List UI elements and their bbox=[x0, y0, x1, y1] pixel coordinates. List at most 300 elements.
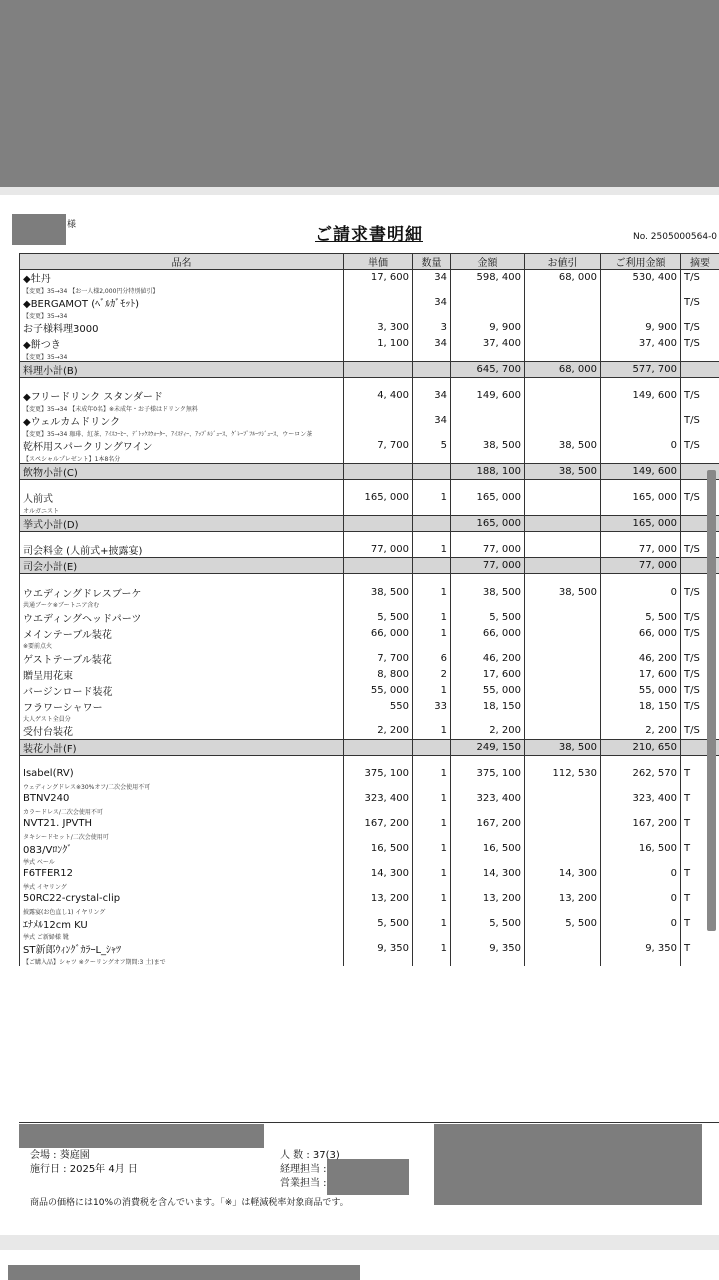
item-price: 5, 500 bbox=[344, 916, 413, 932]
item-note: T bbox=[681, 891, 719, 907]
document-number: No. 2505000564-0 bbox=[633, 232, 718, 242]
table-row bbox=[20, 609, 719, 625]
empty-cell bbox=[344, 404, 413, 413]
item-price: 77, 000 bbox=[344, 542, 413, 558]
empty-cell bbox=[451, 907, 525, 916]
subtotal-row bbox=[20, 739, 719, 755]
empty-cell bbox=[601, 429, 681, 438]
tax-note: 商品の価格には10%の消費税を含んでいます。「※」は軽減税率対象商品です。 bbox=[30, 1198, 349, 1208]
item-detail-row bbox=[20, 286, 719, 295]
item-name: バージンロード装花 bbox=[20, 682, 344, 698]
table-row bbox=[20, 336, 719, 352]
table-row bbox=[20, 490, 719, 506]
item-amount: 38, 500 bbox=[451, 584, 525, 600]
item-detail: 共通ブーケ※ブートニア含む bbox=[20, 600, 344, 609]
item-name: 人前式 bbox=[20, 490, 344, 506]
item-price: 55, 000 bbox=[344, 682, 413, 698]
item-price: 13, 200 bbox=[344, 891, 413, 907]
table-row bbox=[20, 320, 719, 336]
item-amount: 17, 600 bbox=[451, 666, 525, 682]
empty-cell bbox=[601, 377, 681, 388]
empty-cell bbox=[344, 531, 413, 542]
empty-cell bbox=[525, 807, 601, 816]
item-detail: 挙式 ご新婦様 靴 bbox=[20, 932, 344, 941]
empty-cell bbox=[413, 714, 451, 723]
item-qty: 1 bbox=[413, 542, 451, 558]
col-note: 摘要 bbox=[681, 254, 719, 270]
item-note: T bbox=[681, 791, 719, 807]
subtotal-discount: 38, 500 bbox=[525, 739, 601, 755]
item-name: ◆牡丹 bbox=[20, 270, 344, 286]
item-detail: 【ご購入品】シャツ ※クーリングオフ期間:3 土)まで bbox=[20, 957, 344, 966]
spacer-row bbox=[20, 755, 719, 766]
empty-cell bbox=[451, 429, 525, 438]
item-note: T/S bbox=[681, 270, 719, 286]
subtotal-row bbox=[20, 515, 719, 531]
item-total: 530, 400 bbox=[601, 270, 681, 286]
empty-cell bbox=[681, 361, 719, 377]
empty-cell bbox=[344, 641, 413, 650]
item-price: 66, 000 bbox=[344, 625, 413, 641]
item-name: ◆餅つき bbox=[20, 336, 344, 352]
table-row bbox=[20, 916, 719, 932]
item-detail: ウェディングドレス※30%オフ/二次会使用不可 bbox=[20, 782, 344, 791]
item-name: 50RC22-crystal-clip bbox=[20, 891, 344, 907]
subtotal-total: 210, 650 bbox=[601, 739, 681, 755]
item-total: 262, 570 bbox=[601, 766, 681, 782]
empty-cell bbox=[413, 286, 451, 295]
item-price: 3, 300 bbox=[344, 320, 413, 336]
item-discount bbox=[525, 841, 601, 857]
item-note: T/S bbox=[681, 320, 719, 336]
item-amount: 9, 900 bbox=[451, 320, 525, 336]
empty-cell bbox=[601, 807, 681, 816]
item-price: 1, 100 bbox=[344, 336, 413, 352]
item-discount: 38, 500 bbox=[525, 438, 601, 454]
item-qty: 1 bbox=[413, 609, 451, 625]
empty-cell bbox=[344, 515, 413, 531]
item-discount bbox=[525, 320, 601, 336]
empty-cell bbox=[525, 506, 601, 516]
empty-cell bbox=[525, 286, 601, 295]
item-detail-row bbox=[20, 782, 719, 791]
table-row bbox=[20, 698, 719, 714]
empty-cell bbox=[525, 714, 601, 723]
item-note: T bbox=[681, 941, 719, 957]
subtotal-row bbox=[20, 361, 719, 377]
subtotal-discount: 68, 000 bbox=[525, 361, 601, 377]
subtotal-discount bbox=[525, 515, 601, 531]
empty-cell bbox=[344, 807, 413, 816]
empty-cell bbox=[344, 506, 413, 516]
event-date: 施行日 : 2025年 4月 日 bbox=[30, 1164, 138, 1175]
item-note: T/S bbox=[681, 438, 719, 454]
empty-cell bbox=[413, 311, 451, 320]
item-detail: 挙式 ベール bbox=[20, 857, 344, 866]
table-row bbox=[20, 584, 719, 600]
item-name: 受付台装花 bbox=[20, 723, 344, 739]
item-total: 77, 000 bbox=[601, 542, 681, 558]
item-discount bbox=[525, 941, 601, 957]
item-note: T/S bbox=[681, 388, 719, 404]
item-discount: 14, 300 bbox=[525, 866, 601, 882]
item-detail: オルガニスト bbox=[20, 506, 344, 516]
item-note: T bbox=[681, 866, 719, 882]
empty-cell bbox=[344, 454, 413, 464]
item-qty: 1 bbox=[413, 584, 451, 600]
item-qty: 1 bbox=[413, 841, 451, 857]
empty-cell bbox=[451, 454, 525, 464]
item-discount bbox=[525, 650, 601, 666]
item-price: 550 bbox=[344, 698, 413, 714]
item-price: 375, 100 bbox=[344, 766, 413, 782]
table-row bbox=[20, 766, 719, 782]
item-detail-row bbox=[20, 807, 719, 816]
empty-cell bbox=[344, 932, 413, 941]
table-row bbox=[20, 816, 719, 832]
top-gray-area bbox=[0, 0, 719, 187]
item-price: 165, 000 bbox=[344, 490, 413, 506]
item-note: T/S bbox=[681, 490, 719, 506]
empty-cell bbox=[451, 807, 525, 816]
empty-cell bbox=[451, 782, 525, 791]
item-total: 167, 200 bbox=[601, 816, 681, 832]
item-note: T/S bbox=[681, 295, 719, 311]
table-row bbox=[20, 841, 719, 857]
empty-cell bbox=[681, 932, 719, 941]
empty-cell bbox=[525, 755, 601, 766]
empty-cell bbox=[451, 506, 525, 516]
item-total: 165, 000 bbox=[601, 490, 681, 506]
item-total: 323, 400 bbox=[601, 791, 681, 807]
item-price: 8, 800 bbox=[344, 666, 413, 682]
subtotal-amount: 645, 700 bbox=[451, 361, 525, 377]
empty-cell bbox=[344, 755, 413, 766]
item-price: 323, 400 bbox=[344, 791, 413, 807]
empty-cell bbox=[681, 429, 719, 438]
item-total: 18, 150 bbox=[601, 698, 681, 714]
table-row bbox=[20, 666, 719, 682]
empty-cell bbox=[344, 832, 413, 841]
empty-cell bbox=[525, 882, 601, 891]
empty-cell bbox=[601, 782, 681, 791]
item-discount bbox=[525, 682, 601, 698]
item-qty: 34 bbox=[413, 270, 451, 286]
col-amount: 金額 bbox=[451, 254, 525, 270]
item-qty: 34 bbox=[413, 413, 451, 429]
item-note: T/S bbox=[681, 698, 719, 714]
col-item: 品名 bbox=[20, 254, 344, 270]
empty-cell bbox=[344, 714, 413, 723]
table-row bbox=[20, 270, 719, 286]
item-name: ◆BERGAMOT (ﾍﾞﾙｶﾞﾓｯﾄ) bbox=[20, 295, 344, 311]
item-detail-row bbox=[20, 832, 719, 841]
empty-cell bbox=[413, 641, 451, 650]
spacer-row bbox=[20, 377, 719, 388]
item-amount: 16, 500 bbox=[451, 841, 525, 857]
empty-cell bbox=[525, 531, 601, 542]
item-total: 0 bbox=[601, 438, 681, 454]
empty-cell bbox=[601, 600, 681, 609]
empty-cell bbox=[413, 807, 451, 816]
item-qty: 5 bbox=[413, 438, 451, 454]
item-amount: 38, 500 bbox=[451, 438, 525, 454]
empty-cell bbox=[525, 932, 601, 941]
empty-cell bbox=[413, 957, 451, 966]
empty-cell bbox=[413, 454, 451, 464]
empty-cell bbox=[601, 907, 681, 916]
item-total: 0 bbox=[601, 916, 681, 932]
item-name: 083/Vﾛﾝｸﾞ bbox=[20, 841, 344, 857]
item-name: ◆ウェルカムドリンク bbox=[20, 413, 344, 429]
item-qty: 6 bbox=[413, 650, 451, 666]
item-detail: 【変更】35→34 bbox=[20, 352, 344, 362]
item-name: フラワーシャワー bbox=[20, 698, 344, 714]
item-total: 9, 350 bbox=[601, 941, 681, 957]
item-detail: カラードレス/二次会使用不可 bbox=[20, 807, 344, 816]
empty-cell bbox=[413, 600, 451, 609]
item-amount: 375, 100 bbox=[451, 766, 525, 782]
empty-cell bbox=[344, 574, 413, 585]
table-row bbox=[20, 723, 719, 739]
item-detail-row bbox=[20, 600, 719, 609]
redacted-venue-info bbox=[434, 1124, 702, 1205]
empty-cell bbox=[451, 755, 525, 766]
col-qty: 数量 bbox=[413, 254, 451, 270]
item-amount: 165, 000 bbox=[451, 490, 525, 506]
subtotal-amount: 249, 150 bbox=[451, 739, 525, 755]
item-discount: 112, 530 bbox=[525, 766, 601, 782]
empty-cell bbox=[413, 515, 451, 531]
empty-cell bbox=[451, 832, 525, 841]
table-row bbox=[20, 542, 719, 558]
subtotal-label: 飲物小計(C) bbox=[20, 463, 344, 479]
subtotal-label: 挙式小計(D) bbox=[20, 515, 344, 531]
empty-cell bbox=[525, 641, 601, 650]
empty-cell bbox=[451, 641, 525, 650]
item-discount: 5, 500 bbox=[525, 916, 601, 932]
item-total: 0 bbox=[601, 584, 681, 600]
item-note: T/S bbox=[681, 625, 719, 641]
item-amount: 323, 400 bbox=[451, 791, 525, 807]
subtotal-label: 司会小計(E) bbox=[20, 558, 344, 574]
item-discount bbox=[525, 336, 601, 352]
item-price: 14, 300 bbox=[344, 866, 413, 882]
subtotal-amount: 77, 000 bbox=[451, 558, 525, 574]
item-total: 37, 400 bbox=[601, 336, 681, 352]
item-total: 17, 600 bbox=[601, 666, 681, 682]
item-name: 乾杯用スパークリングワイン bbox=[20, 438, 344, 454]
item-note: T/S bbox=[681, 650, 719, 666]
item-detail: 【スペシャルプレゼント】1本8名分 bbox=[20, 454, 344, 464]
item-note: T bbox=[681, 816, 719, 832]
item-name: ウエディングドレスブーケ bbox=[20, 584, 344, 600]
empty-cell bbox=[413, 882, 451, 891]
item-detail-row bbox=[20, 311, 719, 320]
empty-cell bbox=[344, 377, 413, 388]
scrollbar[interactable] bbox=[707, 470, 716, 931]
empty-cell bbox=[344, 429, 413, 438]
subtotal-total: 77, 000 bbox=[601, 558, 681, 574]
item-total: 5, 500 bbox=[601, 609, 681, 625]
empty-cell bbox=[525, 857, 601, 866]
item-detail-row bbox=[20, 429, 719, 438]
item-detail-row bbox=[20, 907, 719, 916]
item-total: 2, 200 bbox=[601, 723, 681, 739]
spacer-row bbox=[20, 479, 719, 490]
item-detail-row bbox=[20, 957, 719, 966]
table-row bbox=[20, 650, 719, 666]
item-price bbox=[344, 295, 413, 311]
empty-cell bbox=[451, 377, 525, 388]
item-qty: 33 bbox=[413, 698, 451, 714]
empty-cell bbox=[344, 479, 413, 490]
empty-cell bbox=[344, 782, 413, 791]
empty-cell bbox=[681, 311, 719, 320]
table-row bbox=[20, 625, 719, 641]
sales-label: 営業担当 : bbox=[280, 1178, 327, 1189]
item-name: ゲストテーブル装花 bbox=[20, 650, 344, 666]
item-total: 0 bbox=[601, 891, 681, 907]
subtotal-discount: 38, 500 bbox=[525, 463, 601, 479]
item-price: 9, 350 bbox=[344, 941, 413, 957]
item-note: T/S bbox=[681, 413, 719, 429]
empty-cell bbox=[344, 361, 413, 377]
col-total: ご利用金額 bbox=[601, 254, 681, 270]
empty-cell bbox=[681, 957, 719, 966]
item-total: 46, 200 bbox=[601, 650, 681, 666]
empty-cell bbox=[681, 454, 719, 464]
item-discount bbox=[525, 413, 601, 429]
item-discount bbox=[525, 542, 601, 558]
item-detail: 挙式 イヤリング bbox=[20, 882, 344, 891]
item-qty: 3 bbox=[413, 320, 451, 336]
item-discount bbox=[525, 723, 601, 739]
empty-cell bbox=[413, 574, 451, 585]
item-amount: 18, 150 bbox=[451, 698, 525, 714]
empty-cell bbox=[601, 957, 681, 966]
item-note: T/S bbox=[681, 336, 719, 352]
empty-cell bbox=[344, 600, 413, 609]
item-discount bbox=[525, 791, 601, 807]
table-header bbox=[20, 254, 719, 270]
empty-cell bbox=[413, 361, 451, 377]
item-detail-row bbox=[20, 714, 719, 723]
item-amount bbox=[451, 413, 525, 429]
subtotal-total: 165, 000 bbox=[601, 515, 681, 531]
subtotal-row bbox=[20, 463, 719, 479]
item-qty: 1 bbox=[413, 723, 451, 739]
item-name: ウエディングヘッドパーツ bbox=[20, 609, 344, 625]
item-qty: 2 bbox=[413, 666, 451, 682]
empty-cell bbox=[525, 454, 601, 464]
empty-cell bbox=[344, 739, 413, 755]
redacted-couple-name bbox=[19, 1124, 264, 1148]
item-amount bbox=[451, 295, 525, 311]
item-qty: 1 bbox=[413, 682, 451, 698]
subtotal-total: 149, 600 bbox=[601, 463, 681, 479]
empty-cell bbox=[601, 404, 681, 413]
honorific: 様 bbox=[67, 220, 77, 230]
spacer-row bbox=[20, 531, 719, 542]
empty-cell bbox=[601, 311, 681, 320]
item-qty: 1 bbox=[413, 816, 451, 832]
item-detail-row bbox=[20, 404, 719, 413]
empty-cell bbox=[344, 352, 413, 362]
empty-cell bbox=[413, 907, 451, 916]
empty-cell bbox=[525, 311, 601, 320]
empty-cell bbox=[413, 782, 451, 791]
staff-info bbox=[280, 1149, 340, 1191]
subtotal-amount: 165, 000 bbox=[451, 515, 525, 531]
empty-cell bbox=[413, 531, 451, 542]
empty-cell bbox=[413, 479, 451, 490]
empty-cell bbox=[413, 404, 451, 413]
item-total: 149, 600 bbox=[601, 388, 681, 404]
item-qty: 1 bbox=[413, 625, 451, 641]
table-row bbox=[20, 438, 719, 454]
item-discount bbox=[525, 609, 601, 625]
item-discount bbox=[525, 625, 601, 641]
item-name: ST新郎ｳｨﾝｸﾞｶﾗｰL_ｼｬﾂ bbox=[20, 941, 344, 957]
item-discount bbox=[525, 490, 601, 506]
empty-cell bbox=[601, 574, 681, 585]
empty-cell bbox=[413, 429, 451, 438]
item-detail: 【変更】35→34 珈琲、紅茶、ｱｲｽｺｰﾋｰ、ﾃﾞﾄｯｸｽｳｫｰﾀｰ、ｱｲｽﾃｨｰ、ｱｯﾌﾟﾙｼﾞｭｰｽ、ｸﾞﾚｰﾌﾟﾌﾙｰﾂｼﾞｭｰｽ、ウーロン茶 bbox=[20, 429, 344, 438]
item-detail-row bbox=[20, 882, 719, 891]
empty-cell bbox=[525, 832, 601, 841]
empty-cell bbox=[20, 574, 344, 585]
empty-cell bbox=[525, 377, 601, 388]
item-amount: 55, 000 bbox=[451, 682, 525, 698]
empty-cell bbox=[451, 311, 525, 320]
item-name: ｴﾅﾒﾙ12cm KU bbox=[20, 916, 344, 932]
empty-cell bbox=[413, 832, 451, 841]
item-price: 4, 400 bbox=[344, 388, 413, 404]
item-name: BTNV240 bbox=[20, 791, 344, 807]
table-row bbox=[20, 866, 719, 882]
item-qty: 1 bbox=[413, 941, 451, 957]
item-qty: 1 bbox=[413, 766, 451, 782]
table-row bbox=[20, 941, 719, 957]
item-note: T bbox=[681, 916, 719, 932]
empty-cell bbox=[413, 352, 451, 362]
empty-cell bbox=[413, 558, 451, 574]
empty-cell bbox=[451, 932, 525, 941]
empty-cell bbox=[525, 574, 601, 585]
item-name: NVT21. JPVTH bbox=[20, 816, 344, 832]
item-discount: 38, 500 bbox=[525, 584, 601, 600]
item-total: 55, 000 bbox=[601, 682, 681, 698]
item-price bbox=[344, 413, 413, 429]
empty-cell bbox=[451, 882, 525, 891]
item-qty: 34 bbox=[413, 388, 451, 404]
empty-cell bbox=[525, 907, 601, 916]
subtotal-discount bbox=[525, 558, 601, 574]
empty-cell bbox=[601, 506, 681, 516]
item-total: 9, 900 bbox=[601, 320, 681, 336]
item-amount: 2, 200 bbox=[451, 723, 525, 739]
item-note: T bbox=[681, 766, 719, 782]
item-detail: 【変更】35→34 bbox=[20, 311, 344, 320]
item-discount bbox=[525, 388, 601, 404]
guest-count: 人 数 : 37(3) bbox=[280, 1150, 340, 1161]
empty-cell bbox=[601, 479, 681, 490]
empty-cell bbox=[525, 782, 601, 791]
item-detail-row bbox=[20, 641, 719, 650]
empty-cell bbox=[344, 882, 413, 891]
item-discount bbox=[525, 816, 601, 832]
